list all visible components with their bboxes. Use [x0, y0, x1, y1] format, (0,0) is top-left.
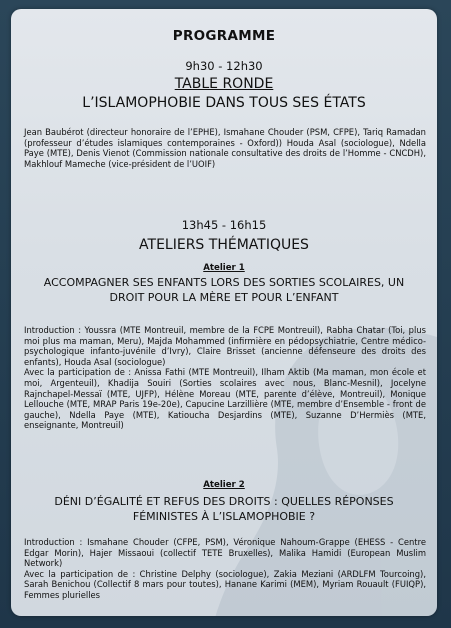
- session1-subtitle: L’ISLAMOPHOBIE DANS TOUS SES ÉTATS: [82, 95, 366, 111]
- atelier1-title: ACCOMPAGNER SES ENFANTS LORS DES SORTIES SCOLAIRES, UN DROIT POUR LA MÈRE ET POUR L’ENFANT: [43, 276, 405, 304]
- session2-title: ATELIERS THÉMATIQUES: [139, 237, 309, 253]
- atelier2-text: [24, 537, 426, 601]
- atelier2-label: Atelier 2: [203, 480, 245, 490]
- session1-participants: Jean Baubérot (directeur honoraire de l’EPHE), Ismahane Chouder (PSM, CFPE), Tariq Ramadan (professeur d’études islamiques contemporaines - Oxford)) Houda Asal (sociologue), Ndella Paye (MTE), Denis Vienot (Commission nationale consultative des droits de l’Homme - CNCDH), Makhlouf Mameche (vice-président de l’UOIF): [24, 127, 426, 169]
- atelier2-intro: Introduction : Ismahane Chouder (CFPE, PSM), Véronique Nahoum-Grappe (EHESS - Centre Edgar Morin), Hajer Missaoui (collectif TETE Bruxelles), Malika Hamidi (European Muslim Network): [24, 537, 426, 569]
- session1-time: 9h30 - 12h30: [185, 59, 263, 73]
- atelier1-label: Atelier 1: [203, 263, 245, 273]
- atelier1-participation: Avec la participation de : Anissa Fathi (MTE Montreuil), Ilham Aktib (Ma maman, mon école et moi, Argenteuil), Khadija Souiri (Sorties scolaires avec nous, Blanc-Mesnil), Jocelyne Rajnchapel-Messaï (MTE, UJFP), Hélène Moreau (MTE, parente d’élève, Montreuil), Monique Lellouche (MTE, MRAP Paris 19e-20e), Capucine Larzillière (MTE, membre d’Ensemble - front de gauche), Ndella Paye (MTE), Katioucha Desjardins (MTE), Suzanne D’Hermiès (MTE, enseignante, Montreuil): [24, 367, 426, 431]
- atelier1-intro: Introduction : Youssra (MTE Montreuil, membre de la FCPE Montreuil), Rabha Chatar (Toi, plus moi plus ma maman, Meru), Majda Mohammed (infirmière en pédopsychiatrie, Centre médico-psychologique infanto-juvénile d’Ivry), Claire Brisset (ancienne défenseure des droits des enfants), Houda Asal (sociologue): [24, 325, 426, 367]
- atelier2-participation: Avec la participation de : Christine Delphy (sociologue), Zakia Meziani (ARDLFM Tourcoing), Sarah Benichou (Collectif 8 mars pour toutes), Hanane Karimi (MEM), Myriam Rouault (FUIQP), Femmes plurielles: [24, 568, 426, 600]
- session2-time: 13h45 - 16h15: [181, 218, 267, 232]
- atelier1-text: [24, 325, 426, 431]
- session1-title: TABLE RONDE: [174, 76, 274, 92]
- programme-card: [11, 9, 437, 616]
- programme-heading: PROGRAMME: [172, 28, 276, 44]
- atelier2-title: DÉNI D’ÉGALITÉ ET REFUS DES DROITS : QUELLES RÉPONSES FÉMINISTES À L’ISLAMOPHOBIE ?: [54, 495, 394, 523]
